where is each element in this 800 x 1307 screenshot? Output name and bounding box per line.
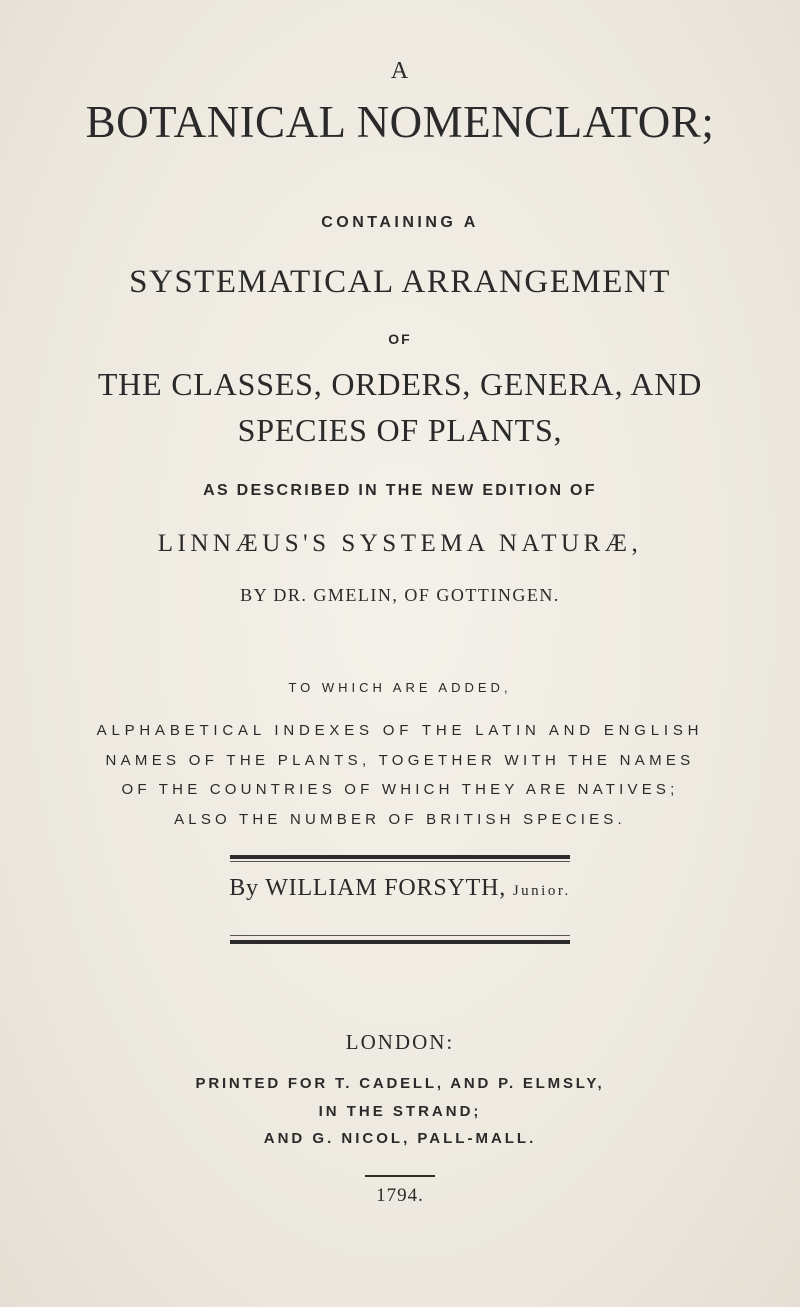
subtitle-described: AS DESCRIBED IN THE NEW EDITION OF bbox=[203, 482, 597, 499]
imprint-place: LONDON: bbox=[345, 1030, 455, 1054]
divider-rule bbox=[230, 861, 570, 862]
author-suffix: Junior. bbox=[512, 883, 571, 899]
index-line: OF THE COUNTRIES OF WHICH THEY ARE NATIVES; bbox=[121, 781, 679, 798]
subtitle-containing: CONTAINING A bbox=[321, 214, 479, 231]
imprint-line: AND G. NICOL, PALL-MALL. bbox=[263, 1130, 537, 1147]
subtitle-of: OF bbox=[388, 331, 412, 347]
author-name: WILLIAM FORSYTH, bbox=[265, 875, 507, 901]
book-title: BOTANICAL NOMENCLATOR; bbox=[85, 97, 715, 147]
divider-rule bbox=[230, 935, 570, 936]
subtitle-systematical: SYSTEMATICAL ARRANGEMENT bbox=[129, 264, 671, 300]
subtitle-gmelin: BY DR. GMELIN, OF GOTTINGEN. bbox=[240, 585, 560, 605]
subtitle-linnaeus: LINNÆUS'S SYSTEMA NATURÆ, bbox=[157, 530, 643, 557]
index-line: ALSO THE NUMBER OF BRITISH SPECIES. bbox=[174, 811, 626, 828]
divider-rule bbox=[365, 1175, 435, 1177]
imprint-year: 1794. bbox=[376, 1185, 424, 1206]
subtitle-classes: THE CLASSES, ORDERS, GENERA, AND bbox=[97, 366, 703, 402]
divider-rule bbox=[230, 940, 570, 944]
subtitle-species: SPECIES OF PLANTS, bbox=[237, 412, 563, 448]
imprint-line: PRINTED FOR T. CADELL, AND P. ELMSLY, bbox=[195, 1075, 605, 1092]
subtitle-added: TO WHICH ARE ADDED, bbox=[288, 680, 512, 695]
author-line bbox=[0, 875, 800, 902]
index-line: ALPHABETICAL INDEXES OF THE LATIN AND ENGLISH bbox=[96, 722, 704, 739]
divider-rule bbox=[230, 855, 570, 859]
author-prefix: By bbox=[229, 875, 259, 901]
title-article: A bbox=[390, 58, 410, 84]
index-line: NAMES OF THE PLANTS, TOGETHER WITH THE NAMES bbox=[105, 752, 695, 769]
imprint-line: IN THE STRAND; bbox=[318, 1103, 482, 1120]
